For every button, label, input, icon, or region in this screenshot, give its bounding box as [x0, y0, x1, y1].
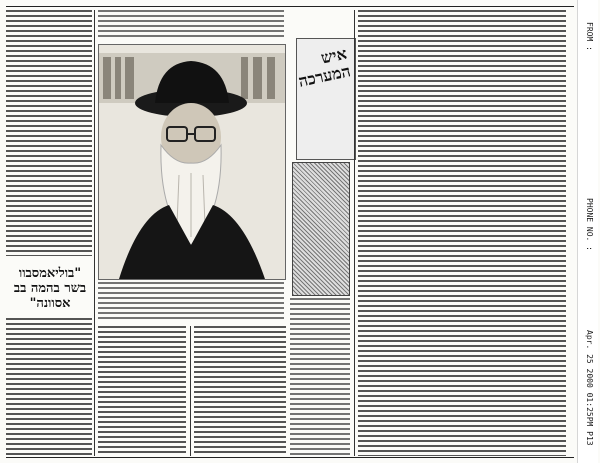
title-banner: [296, 38, 356, 160]
text-band-top: [98, 10, 284, 40]
bottom-rule: [6, 457, 574, 458]
text-column-left-1: [6, 10, 92, 256]
headline-line-3: אסוונה": [29, 296, 71, 311]
patterned-sidebar: [292, 162, 350, 296]
photo-caption: [98, 282, 284, 322]
column-divider: [94, 10, 95, 456]
column-divider: [354, 10, 355, 456]
headline-line-1: "בוליאמסבוו: [18, 266, 82, 281]
headline-line-2: בשר בהמה בב: [13, 281, 87, 296]
text-column-center-left: [98, 326, 186, 456]
fax-from-label: FROM :: [585, 22, 594, 51]
text-column-center-right: [194, 326, 286, 456]
text-column-right: [358, 10, 566, 456]
text-column-mid: [290, 298, 350, 456]
fax-header-strip: [577, 0, 598, 463]
fax-datetime: Apr. 25 2000 01:25PM P13: [585, 330, 594, 446]
rabbi-portrait-photo: [98, 44, 286, 280]
banner-text: איש המערכה: [296, 43, 353, 91]
column-divider: [190, 326, 191, 456]
text-column-left-2: [6, 318, 92, 456]
fax-phone-label: PHONE NO. :: [585, 198, 594, 251]
top-rule: [6, 6, 574, 7]
article-headline: [8, 266, 92, 311]
portrait-illustration: [99, 45, 285, 279]
